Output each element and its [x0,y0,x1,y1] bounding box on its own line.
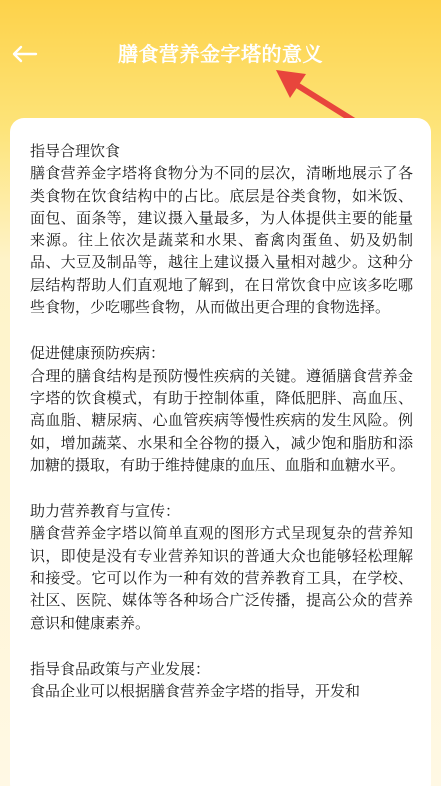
section-heading: 指导食品政策与产业发展： [30,659,211,678]
header [0,0,441,112]
section-heading: 指导合理饮食 [30,142,121,160]
section-body: 食品企业可以根据膳食营养金字塔的指导，开发和 [30,682,361,701]
section-body: 合理的膳食结构是预防慢性疾病的关键。遵循膳食营养金字塔的饮食模式，有助于控制体重，降低肥胖、高血压、高血脂、糖尿病、心血管疾病等慢性疾病的发生风险。例如，增加蔬菜、水果和全谷物的摄入，减少饱和脂肪和添加糖的摄取，有助于维持健康的血压、血脂和血糖水平。 [30,366,413,474]
section-body: 膳食营养金字塔以简单直观的图形方式呈现复杂的营养知识，即使是没有专业营养知识的普通大众也能够轻松理解和接受。它可以作为一种有效的营养教育工具，在学校、社区、医院、媒体等各种场合广泛传播，提高公众的营养意识和健康素养。 [30,524,413,632]
section-diet-guidance [30,140,413,318]
section-body: 膳食营养金字塔将食物分为不同的层次，清晰地展示了各类食物在饮食结构中的占比。底层是谷类食物，如米饭、面包、面条等，建议摄入量最多，为人体提供主要的能量来源。往上依次是蔬菜和水果、畜禽肉蛋鱼、奶及奶制品、大豆及制品等，越往上建议摄入量相对越少。这种分层结构帮助人们直观地了解到，在日常饮食中应该多吃哪些食物，少吃哪些食物，从而做出更合理的食物选择。 [30,164,413,317]
content-card [10,118,431,786]
section-nutrition-education [30,500,413,634]
section-heading: 促进健康预防疾病： [30,344,166,363]
section-heading: 助力营养教育与宣传： [30,502,181,521]
page-title: 膳食营养金字塔的意义 [118,42,323,66]
section-food-policy [30,658,413,703]
section-health-prevention [30,342,413,476]
